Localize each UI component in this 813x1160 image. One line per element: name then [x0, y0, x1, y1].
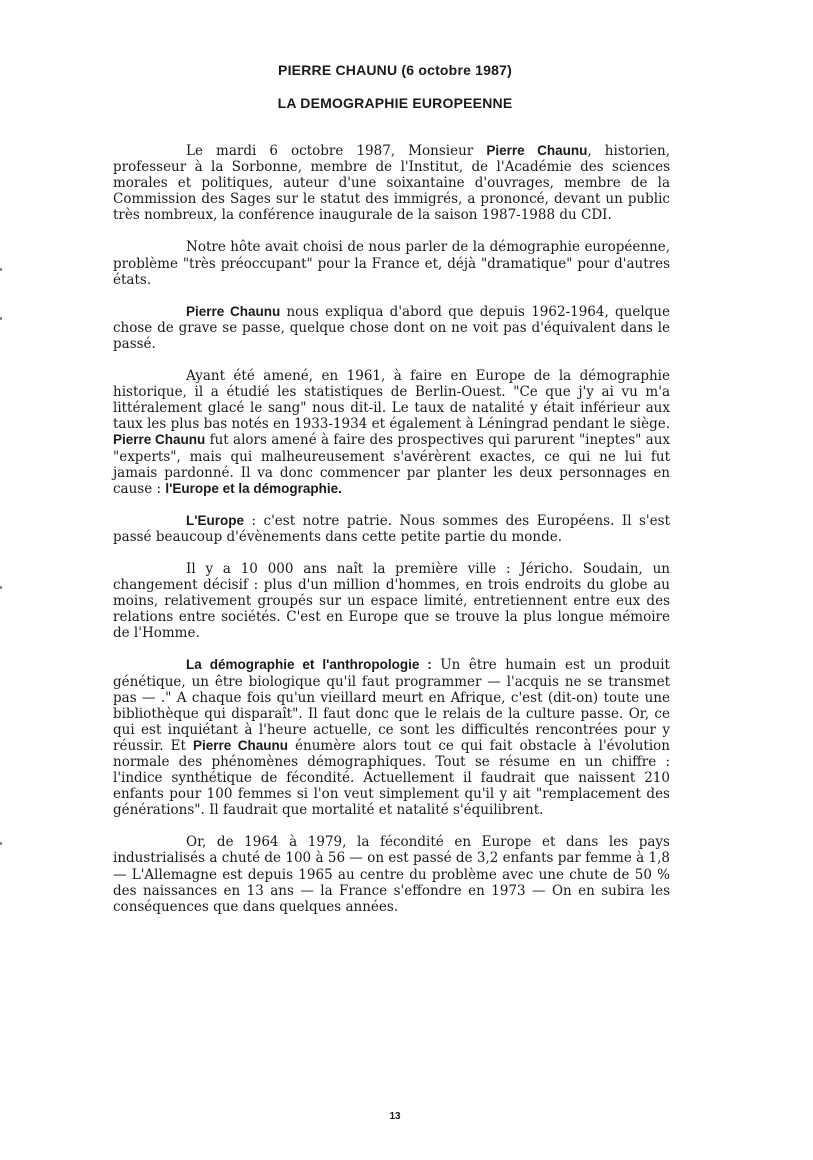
emphasis-text: l'Europe et la démographie.	[165, 480, 342, 496]
paragraph-text: nous expliqua d'abord que depuis 1962-1964, quelque chose de grave se passe, quelque chose dont on ne voit pas d'équivalent dans le passé.	[113, 303, 670, 352]
paragraph-text: fut alors amené à faire des prospectives qui parurent "ineptes" aux "experts", mais qui malheureusement s'avérèrent exactes, ce qui ne lui fut jamais pardonné. Il va donc commencer par planter les deux personnages en cause :	[113, 432, 671, 497]
paragraph-text: Ayant été amené, en 1961, à faire en Europe de la démographie historique, il a étudié les statistiques de Berlin-Ouest. "Ce que j'y ai vu m'a littéralement glacé le sang" nous dit-il. Le taux de natalité y était inférieur aux taux les plus bas notés en 1933-1934 et également à Léningrad pendant le siège.	[113, 368, 670, 433]
author-name: Pierre Chaunu	[486, 143, 588, 158]
paragraph-3	[113, 304, 670, 352]
paragraph-5	[113, 513, 670, 545]
scan-mark	[0, 586, 2, 589]
section-label: La démographie et l'anthropologie :	[186, 657, 432, 673]
page-number: 13	[389, 1111, 401, 1122]
paragraph-2: Notre hôte avait choisi de nous parler de la démographie européenne, problème "très préoccupant" pour la France et, déjà "dramatique" pour d'autres états.	[113, 239, 670, 288]
paragraph-text: : c'est notre patrie. Nous sommes des Européens. Il s'est passé beaucoup d'évènements dans cette petite partie du monde.	[113, 512, 670, 545]
paragraph-4	[113, 368, 670, 497]
paragraph-1	[113, 143, 670, 223]
paragraph-text: Le mardi 6 octobre 1987, Monsieur	[186, 143, 487, 159]
section-label: L'Europe	[186, 512, 244, 528]
paragraph-text: , historien, professeur à la Sorbonne, membre de l'Institut, de l'Académie des sciences morales et politiques, auteur d'une soixantaine d'ouvrages, membre de la Commission des Sages sur le statut des immigrés, a prononcé, devant un public très nombreux, la conférence inaugurale de la saison 1987-1988 du CDI.	[113, 143, 671, 224]
paragraph-8: Or, de 1964 à 1979, la fécondité en Europe et dans les pays industrialisés a chuté de 100 à 56 — on est passé de 3,2 enfants par femme à 1,8 — L'Allemagne est depuis 1965 au centre du problème avec une chute de 50 % des naissances en 13 ans — la France s'effondre en 1973 — On en subira les conséquences que dans quelques années.	[113, 834, 670, 915]
document-title: PIERRE CHAUNU (6 octobre 1987)	[278, 62, 512, 78]
author-name: Pierre Chaunu	[192, 737, 288, 753]
document-subtitle: LA DEMOGRAPHIE EUROPEENNE	[277, 95, 513, 111]
paragraph-7	[113, 657, 670, 818]
author-name: Pierre Chaunu	[186, 303, 281, 319]
paragraph-6: Il y a 10 000 ans naît la première ville : Jéricho. Soudain, un changement décisif : plus d'un million d'hommes, en trois endroits du globe au moins, relativement groupés sur un espace limité, entretiennent entre eux des relations entre sociétés. C'est en Europe que se trouve la plus longue mémoire de l'Homme.	[113, 560, 670, 642]
scan-mark	[0, 317, 2, 320]
paragraph-text: énumère alors tout ce qui fait obstacle à l'évolution normale des phénomènes démographiques. Tout se résume en un chiffre : l'indice synthétique de fécondité. Actuellement il faudrait que naissent 210 enfants pour 100 femmes si l'on veut simplement qu'il y ait "remplacement des générations". Il faudrait que mortalité et natalité s'équilibrent.	[113, 737, 670, 819]
document-body	[113, 143, 670, 931]
paragraph-text: Un être humain est un produit génétique, un être biologique qu'il faut programmer — l'acquis ne se transmet pas — ." A chaque fois qu'un vieillard meurt en Afrique, c'est (dit-on) toute une bibliothèque qui disparaît". Il faut donc que le relais de la culture passe. Or, ce qui est inquiétant à l'heure actuelle, ce sont les difficultés rencontrées pour y réussir. Et	[113, 657, 670, 754]
author-name: Pierre Chaunu	[113, 432, 206, 448]
scan-mark	[0, 268, 2, 271]
scan-mark	[0, 842, 2, 845]
